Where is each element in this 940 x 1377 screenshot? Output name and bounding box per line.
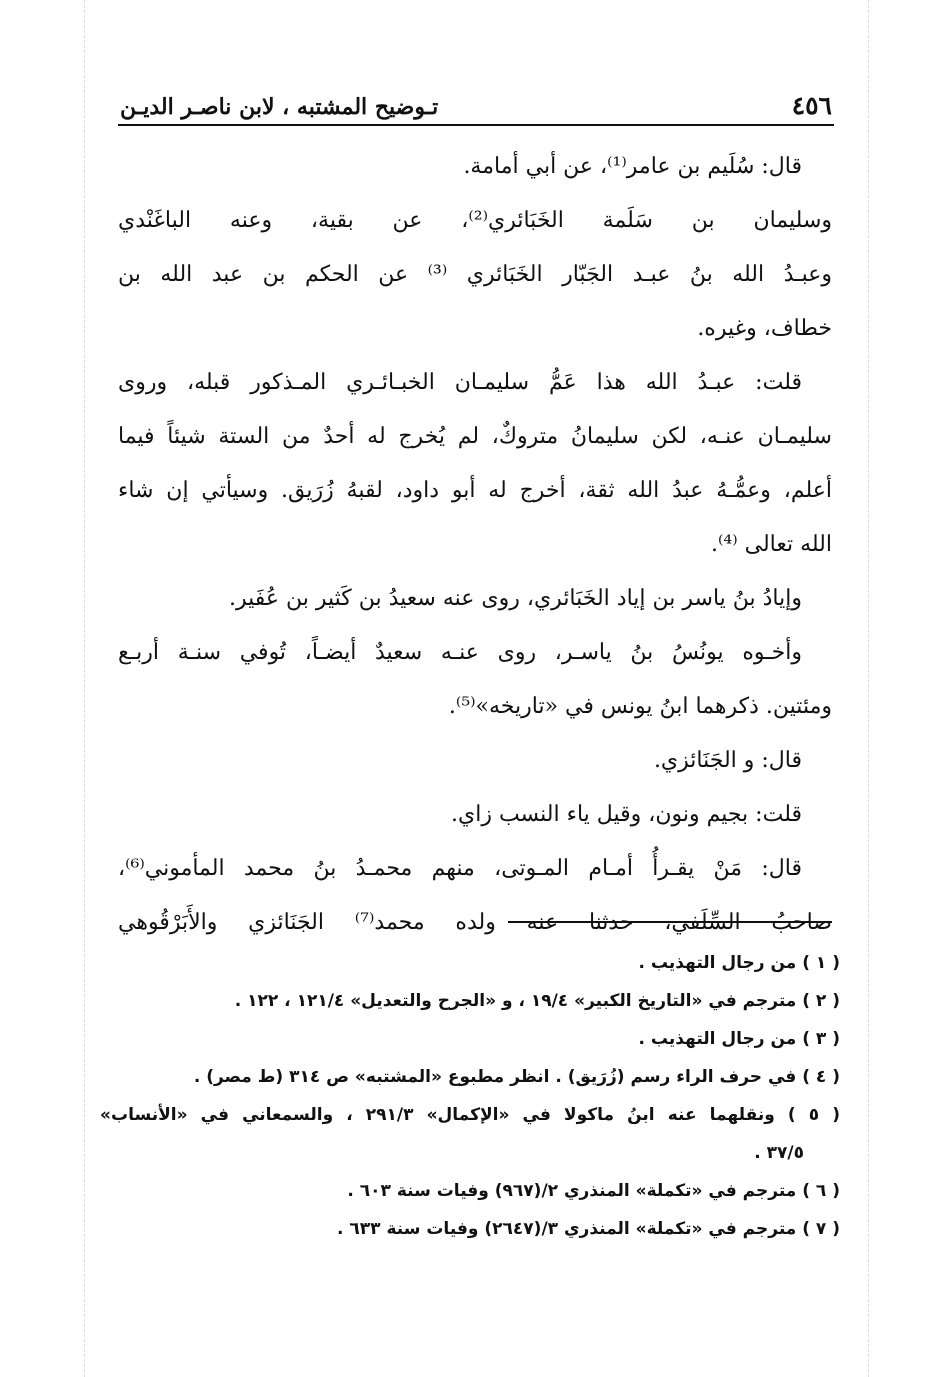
footnote: ( ١ ) من رجال التهذيب . bbox=[638, 953, 840, 973]
footnote: ( ٤ ) في حرف الراء رسم (زُرَيق) . انظر مطبوع «المشتبه» ص ٣١٤ (ط مصر) . bbox=[193, 1067, 840, 1087]
footnote: ( ٥ ) ونقلهما عنه ابنُ ماكولا في «الإكمال» ٢٩١/٣ ، والسمعاني في «الأنساب» bbox=[100, 1105, 840, 1125]
text-line: قال: و الجَنَائزي. bbox=[653, 748, 802, 773]
page-header bbox=[120, 80, 832, 120]
text-line: صاحبُ السِّلَفي، حدثنا عنه ولده محمد⁽⁷⁾ الجَنَائزي والأَبَرْقُوهي bbox=[118, 910, 832, 935]
text-line: سليمـان عنـه، لكن سليمانُ متروكٌ، لم يُخرج له أحدٌ من الستة شيئاً فيما bbox=[118, 424, 832, 449]
text-line: وعبـدُ الله بنُ عبـد الجَبّار الخَبَائري ⁽³⁾ عن الحكم بن عبد الله بن bbox=[118, 262, 832, 287]
scan-edge-right bbox=[868, 0, 869, 1377]
text-line: قال: سُلَيم بن عامر⁽¹⁾، عن أبي أمامة. bbox=[463, 154, 802, 179]
header-divider bbox=[118, 124, 834, 126]
text-line: قلت: بجيم ونون، وقيل ياء النسب زاي. bbox=[451, 802, 802, 827]
text-line: وأخـوه يونُسُ بنُ ياسـر، روى عنـه سعيدٌ أيضـاً، تُوفي سنـة أربـع bbox=[118, 640, 802, 665]
running-title: تـوضيح المشتبه ، لابن ناصـر الديـن bbox=[120, 94, 439, 120]
footnote: ( ٧ ) مترجم في «تكملة» المنذري ٣/(٢٦٤٧) وفيات سنة ٦٣٣ . bbox=[337, 1219, 840, 1239]
text-line: قال: مَنْ يقـرأُ أمـام المـوتى، منهم محمـدُ بنُ محمد المأموني⁽⁶⁾، bbox=[118, 856, 802, 881]
footnote-divider bbox=[508, 921, 832, 923]
text-line: الله تعالى ⁽⁴⁾. bbox=[711, 532, 832, 557]
main-text bbox=[118, 140, 832, 950]
text-line: وسليمان بن سَلَمة الخَبَائري⁽²⁾، عن بقية، وعنه الباغَنْدي bbox=[118, 208, 832, 233]
scan-edge-left bbox=[84, 0, 85, 1377]
text-line: ومئتين. ذكرهما ابنُ يونس في «تاريخه»⁽⁵⁾. bbox=[448, 694, 832, 719]
text-line: وإيادُ بنُ ياسر بن إياد الخَبَائري، روى عنه سعيدُ بن كَثير بن عُفَير. bbox=[228, 586, 802, 611]
text-line: أعلم، وعمُّـهُ عبدُ الله ثقة، أخرج له أبو داود، لقبهُ زُرَيق. وسيأتي إن شاء bbox=[118, 478, 832, 503]
footnotes bbox=[100, 944, 840, 1248]
footnote: ( ٦ ) مترجم في «تكملة» المنذري ٢/(٩٦٧) وفيات سنة ٦٠٣ . bbox=[347, 1181, 840, 1201]
text-line: قلت: عبـدُ الله هذا عَمُّ سليمـان الخبـائـري المـذكور قبله، وروى bbox=[118, 370, 802, 395]
text-line: خطاف، وغيره. bbox=[697, 316, 832, 341]
footnote: ( ٢ ) مترجم في «التاريخ الكبير» ١٩/٤ ، و «الجرح والتعديل» ١٢١/٤ ، ١٢٢ . bbox=[234, 991, 840, 1011]
page-number: ٤٥٦ bbox=[791, 91, 832, 120]
footnote: ( ٣ ) من رجال التهذيب . bbox=[638, 1029, 840, 1049]
footnote-continuation: ٣٧/٥ . bbox=[754, 1143, 804, 1163]
